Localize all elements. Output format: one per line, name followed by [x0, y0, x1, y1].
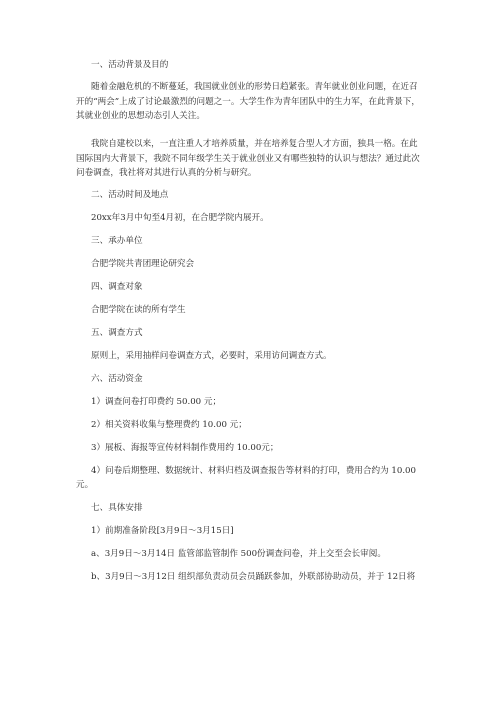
list-item-continuation: 元。 [76, 480, 94, 490]
paragraph-line: 合肥学院共青团理论研究会 [91, 259, 195, 269]
paragraph-line: 20xx年3月中旬至4月初，在合肥学院内展开。 [91, 213, 269, 223]
heading-background-purpose: 一、活动背景及目的 [91, 60, 169, 70]
paragraph-line: 开的“两会”上成了讨论最激烈的问题之一。大学生作为青年团队中的生力军，在此背景下， [76, 97, 420, 107]
paragraph-line: 合肥学院在读的所有学生 [91, 305, 186, 315]
list-item: 4）问卷后期整理、数据统计、材料归档及调查报告等材料的打印，费用合约为 10.00 [91, 466, 416, 476]
list-item: 3）展板、海报等宣传材料制作费用约 10.00元； [91, 443, 279, 453]
list-item: 2）相关资料收集与整理费约 10.00 元； [91, 420, 247, 430]
paragraph-line: 其就业创业的思想动态引人关注。 [76, 111, 205, 121]
heading-schedule: 七、具体安排 [91, 503, 143, 513]
heading-funds: 六、活动资金 [91, 374, 143, 384]
heading-survey-target: 四、调查对象 [91, 282, 143, 292]
paragraph-line: 我院自建校以来，一直注重人才培养质量，并在培养复合型人才方面，独具一格。在此 [91, 139, 418, 149]
heading-organizer: 三、承办单位 [91, 236, 143, 246]
list-item: 1）调查问卷打印费约 50.00 元； [91, 397, 222, 407]
paragraph-line: 原则上，采用抽样问卷调查方式，必要时，采用访问调查方式。 [91, 351, 332, 361]
list-item: b、3月9日～3月12日 组织部负责动员会员踊跃参加，外联部协助动员，并于 12日将 [91, 572, 416, 582]
list-item: a、3月9日～3月14日 监管部监管制作 500份调查问卷，并上交至会长审阅。 [91, 549, 386, 559]
paragraph-line: 问卷调查，我社将对其进行认真的分析与研究。 [76, 168, 257, 178]
list-item: 1）前期准备阶段[3月9日～3月15日] [91, 526, 234, 536]
heading-survey-method: 五、调查方式 [91, 328, 143, 338]
paragraph-line: 国际国内大背景下，我院不同年级学生关于就业创业又有哪些独特的认识与想法？通过此次 [76, 154, 420, 164]
heading-time-place: 二、活动时间及地点 [91, 190, 169, 200]
paragraph-line: 随着金融危机的不断蔓延，我国就业创业的形势日趋紧张。青年就业创业问题，在近召 [91, 82, 418, 92]
